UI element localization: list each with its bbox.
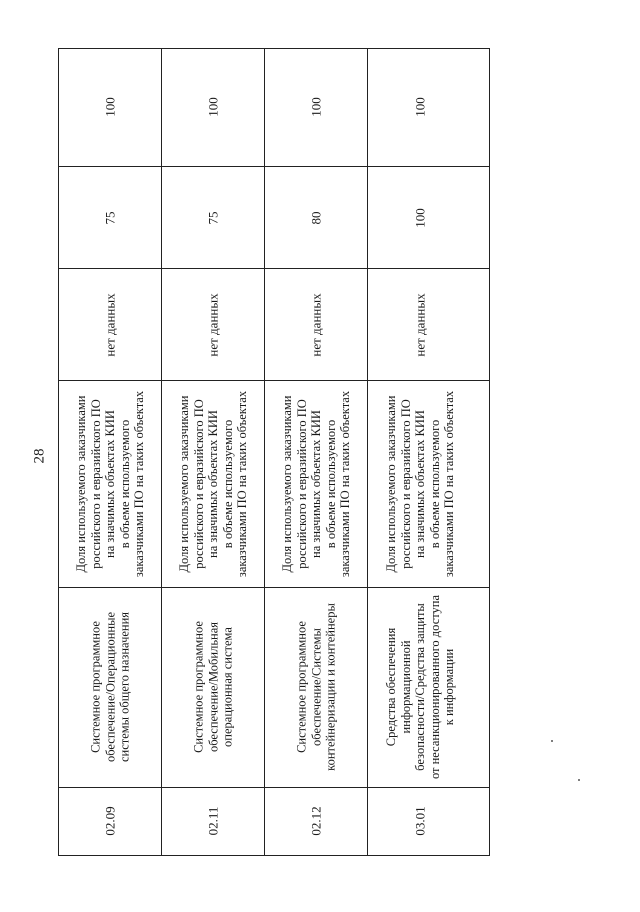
- cell-indicator: Доля используемого заказчиками российского и евразийского ПО на значимых объектах КИИ в объеме используемого заказчиками ПО на таких объектах: [265, 381, 368, 587]
- cell-category: Системное программное обеспечение/Операционные системы общего назначения: [59, 588, 162, 786]
- cell-value-a: 75: [162, 167, 265, 268]
- cell-category: Средства обеспечения информационной безопасности/Средства защиты от несанкционированного доступа к информации: [383, 595, 456, 780]
- cell-baseline: нет данных: [162, 269, 265, 380]
- cell-value-a: 100: [412, 207, 428, 228]
- page-number: 28: [31, 448, 48, 464]
- row-band-value-a: [58, 167, 490, 269]
- cell-code: 02.11: [162, 788, 265, 855]
- cell-indicator: Доля используемого заказчиками российского и евразийского ПО на значимых объектах КИИ в объеме используемого заказчиками ПО на таких объектах: [162, 381, 265, 587]
- cell-indicator: Доля используемого заказчиками российского и евразийского ПО на значимых объектах КИИ в объеме используемого заказчиками ПО на таких объектах: [59, 381, 162, 587]
- cell-code: 02.09: [59, 788, 162, 855]
- cell-baseline: нет данных: [265, 269, 368, 380]
- row-band-code: [58, 788, 490, 856]
- scan-speck: [551, 740, 553, 742]
- cell-indicator: Доля используемого заказчиками российского и евразийского ПО на значимых объектах КИИ в объеме используемого заказчиками ПО на таких объектах: [383, 391, 456, 578]
- row-band-indicator: [58, 381, 490, 588]
- cell-value-b: 100: [265, 49, 368, 166]
- cell-code: 02.12: [265, 788, 368, 855]
- cell-value-a: 80: [265, 167, 368, 268]
- data-table: [58, 48, 490, 856]
- cell-baseline: нет данных: [412, 293, 428, 357]
- cell-value-b: 100: [412, 97, 428, 118]
- cell-value-b: 100: [59, 49, 162, 166]
- cell-value-b: 100: [162, 49, 265, 166]
- row-band-category: [58, 588, 490, 787]
- scan-speck: [578, 779, 580, 781]
- cell-category: Системное программное обеспечение/Системы контейнеризации и контейнеры: [265, 588, 368, 786]
- cell-baseline: нет данных: [59, 269, 162, 380]
- row-band-value-b: [58, 48, 490, 167]
- cell-code: 03.01: [412, 806, 428, 836]
- row-band-baseline: [58, 269, 490, 381]
- cell-category: Системное программное обеспечение/Мобильная операционная система: [162, 588, 265, 786]
- cell-value-a: 75: [59, 167, 162, 268]
